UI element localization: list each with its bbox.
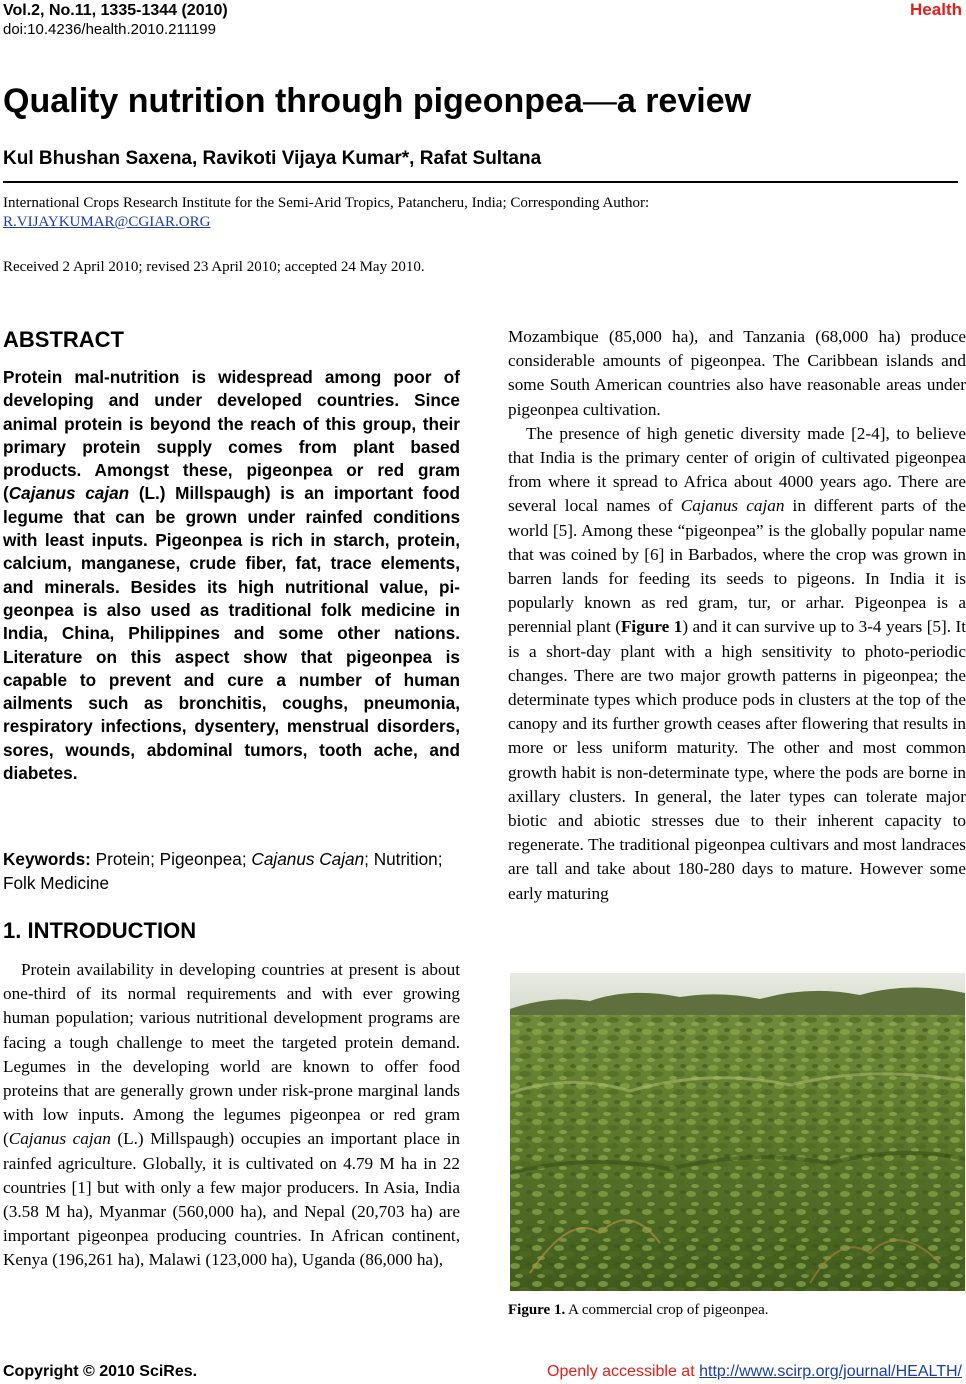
running-header (3, 1, 228, 39)
paragraph: Mozambique (85,000 ha), and Tanzania (68,000 ha) produce considerable amounts of pigeonpea. The Caribbean islands and some South American countries also have reasonable areas under pigeonpea cultivation. (508, 327, 966, 419)
text-span: Protein availability in developing countries at present is about one-third of its normal requirements and with ever growing human population; various nutritional development programs are facing a tough challenge to meet the targeted protein demand. Legumes in the developing world are known to offer food proteins that are generally grown under risk-prone marginal lands with low inputs. Among the legumes pigeonpea or red gram ( (3, 960, 460, 1149)
doi: doi:10.4236/health.2010.211199 (3, 21, 216, 38)
keywords-text-1: Protein; Pigeonpea; (90, 849, 252, 869)
publication-dates: Received 2 April 2010; revised 23 April 2010; accepted 24 May 2010. (3, 259, 425, 275)
figure-caption (508, 1302, 768, 1319)
journal-url-link[interactable]: http://www.scirp.org/journal/HEALTH/ (699, 1363, 962, 1380)
title-dash: — (582, 82, 617, 120)
keywords-text-2: ; Nutrition; Folk Medicine (3, 849, 443, 893)
figure-label: Figure 1. (508, 1302, 566, 1318)
text-span: (L.) Millspaugh) occupies an important place in rainfed agriculture. Globally, it is cultivated on 4.79 M ha in 22 countries [1] but with only a few major producers. In Asia, India (3.58 M ha), Myanmar (560,000 ha), and Nepal (20,703 ha) are important pigeonpea producing countries. In African continent, Kenya (196,261 ha), Malawi (123,000 ha), Uganda (86,000 ha), (3, 1129, 460, 1270)
keywords-label: Keywords: (3, 849, 91, 869)
abstract-text-2: (L.) Millspaugh) is an important food legume that can be grown under rainfed conditions with least inputs. Pigeonpea is rich in starch, protein, calcium, manganese, crude fiber, fat, trace elements, and minerals. Besides its high nutritional value, pigeonpea is also used as traditional folk medicine in India, China, Philippines and some other nations. Literature on this aspect show that pigeonpea is capable to prevent and cure a number of human ailments such as bronchitis, coughs, pneumonia, respiratory infections, dysentery, menstrual disorders, sores, wounds, abdominal tumors, tooth ache, and diabetes. (3, 483, 461, 784)
figure-reference: Figure 1 (620, 617, 683, 637)
corresponding-email-link[interactable]: R.VIJAYKUMAR@CGIAR.ORG (3, 214, 211, 230)
affiliation-text: International Crops Research Institute for the Semi-Arid Tropics, Patancheru, India; Corresponding Author: (3, 195, 650, 211)
volume-info: Vol.2, No.11, 1335-1344 (2010) (3, 2, 228, 19)
introduction-column-2 (508, 325, 966, 906)
abstract-heading: ABSTRACT (3, 327, 124, 352)
keywords-species: Cajanus Cajan (251, 849, 365, 869)
text-span: The presence of high genetic diversity made [2-4], to believe that India is the primary center of origin of cultivated pigeonpea from where it spread to Africa about 4000 years ago. There are several local names of (508, 423, 966, 516)
paragraph (508, 422, 966, 906)
title-main: Quality nutrition through pigeonpea (3, 82, 583, 120)
text-span: in different parts of the world [5]. Among these “pigeonpea” is the globally popular name that was coined by [6] in Barbados, where the crop was grown in barren lands for feeding its seeds to pigeons. In India it is popularly known as red gram, tur, or arhar. Pigeonpea is a perennial plant ( (508, 496, 966, 637)
paragraph (3, 958, 460, 1273)
species-name: Cajanus cajan (680, 496, 785, 516)
crop-field-photo (510, 973, 965, 1291)
keywords (3, 847, 460, 895)
author-list: Kul Bhushan Saxena, Ravikoti Vijaya Kumar*, Rafat Sultana (3, 148, 542, 169)
figure-1-photo (510, 973, 965, 1291)
abstract-text-1: Protein mal-nutrition is widespread among poor of developing and under developed countries. Since animal protein is beyond the reach of this group, their primary protein supply comes from plant based products. Amongst these, pigeonpea or red gram ( (3, 367, 460, 504)
copyright: Copyright © 2010 SciRes. (3, 1363, 198, 1380)
text-span: ) and it can survive up to 3-4 years [5]. It is a short-day plant with a high sensitivity to photo-periodic changes. There are two major growth patterns in pigeonpea; the determinate types which produce pods in clusters at the top of the canopy and its further growth ceases after flowering that results in more or less uniform maturity. The other and most common growth habit is non-determinate type, where the pods are borne in axillary clusters. In general, the later types can tolerate major biotic and abiotic stresses due to their inherent capacity to regenerate. The traditional pigeonpea cultivars and most landraces are tall and take about 180-280 days to mature. However some early maturing (508, 617, 966, 903)
title-divider (3, 181, 958, 183)
open-access-note (547, 1363, 962, 1381)
journal-name: Health (910, 0, 962, 19)
affiliation (3, 194, 953, 232)
title-sub: a review (616, 82, 752, 120)
abstract-body (3, 366, 460, 785)
paper-title (3, 82, 751, 121)
caption-text: A commercial crop of pigeonpea. (565, 1302, 769, 1318)
introduction-heading: 1. INTRODUCTION (3, 918, 197, 943)
introduction-column-1 (3, 958, 460, 1273)
abstract-species-name: Cajanus cajan (8, 483, 130, 504)
species-name: Cajanus cajan (8, 1129, 111, 1149)
open-access-text: Openly accessible at (547, 1363, 700, 1380)
